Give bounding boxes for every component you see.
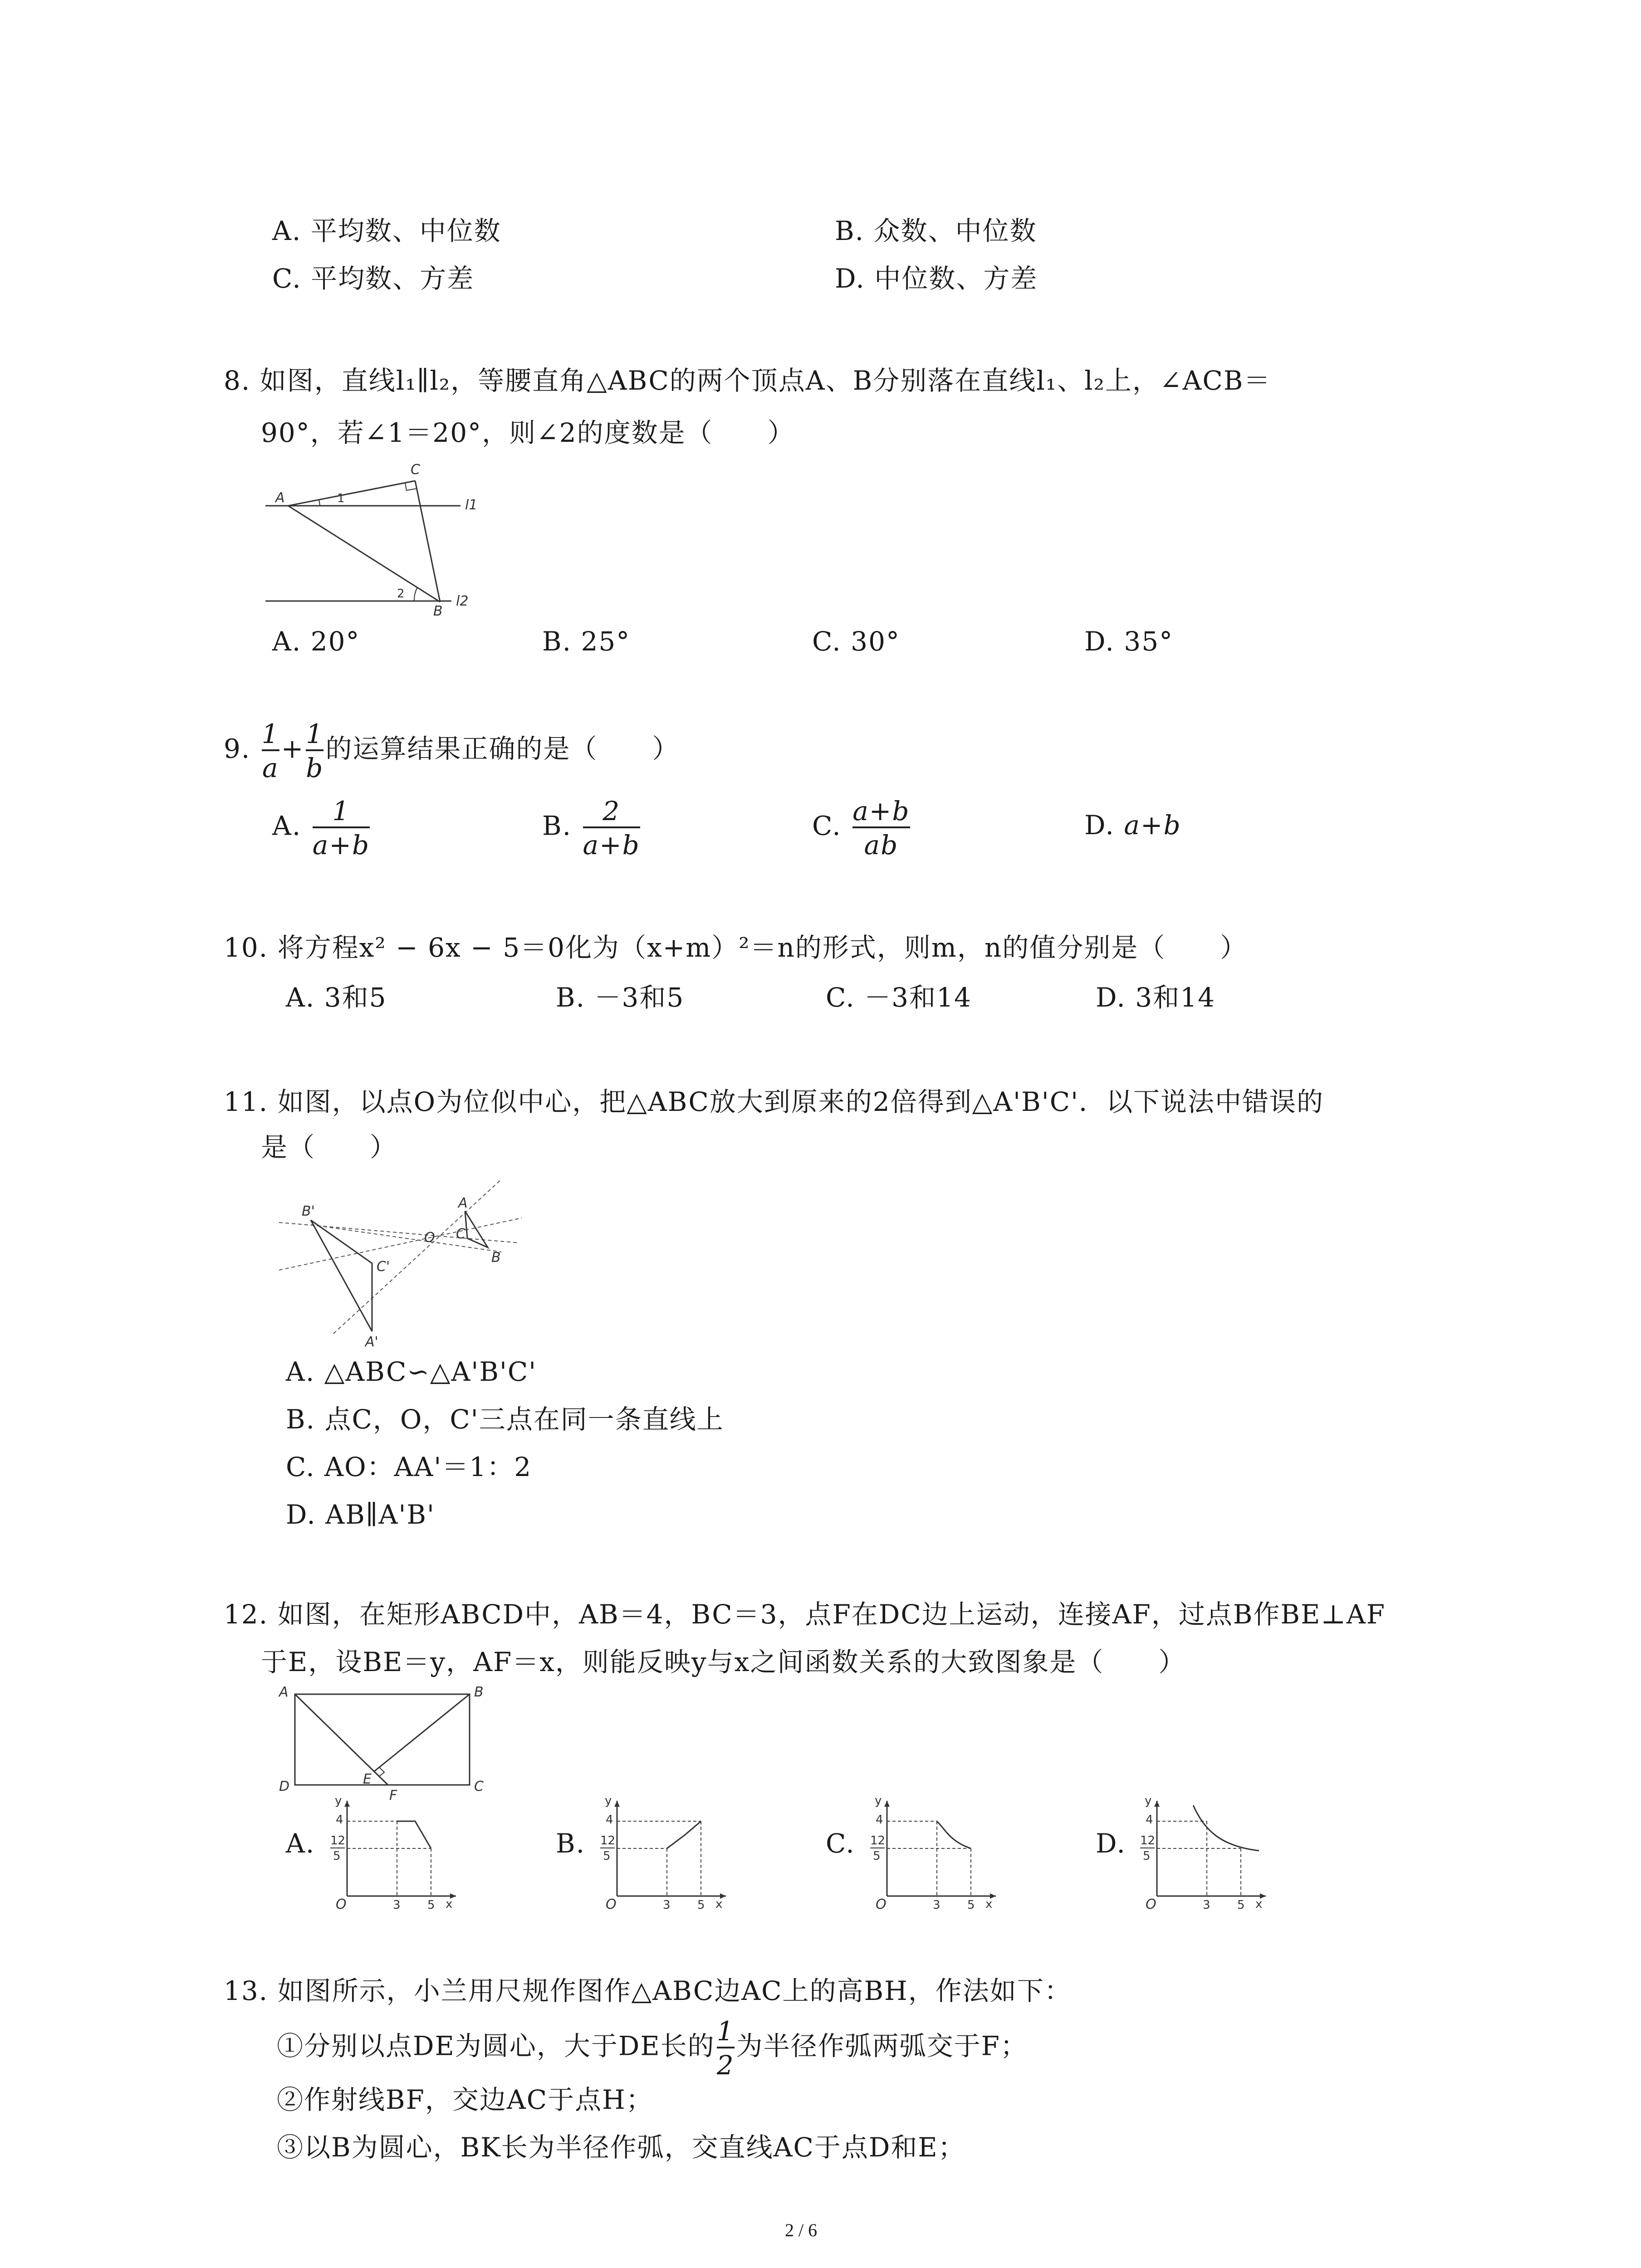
- svg-text:4: 4: [606, 1813, 613, 1827]
- q12-graph-b: [597, 1792, 733, 1910]
- label-angle1: 1: [337, 492, 345, 505]
- svg-text:5: 5: [873, 1849, 881, 1863]
- q10-option-c: C. －3和14: [826, 982, 972, 1013]
- segment-af: [295, 1694, 388, 1785]
- q10-option-a: A. 3和5: [286, 982, 387, 1013]
- label-angle2: 2: [397, 587, 405, 601]
- segment-be: [374, 1694, 470, 1771]
- label-a: A: [275, 490, 285, 506]
- right-angle-mark: [379, 1767, 384, 1776]
- q9-option-d: D. a+b: [1084, 810, 1181, 841]
- q8-option-b: B. 25°: [542, 626, 631, 657]
- q7-option-c: C. 平均数、方差: [272, 263, 475, 294]
- label-l2: l2: [456, 593, 469, 609]
- q11-stem-line2: 是（ ）: [261, 1132, 397, 1163]
- label-a: A: [458, 1195, 468, 1211]
- label-e: E: [363, 1771, 372, 1787]
- q12-stem-line1: 12. 如图，在矩形ABCD中，AB＝4，BC＝3，点F在DC边上运动，连接AF，过点B作BE⊥AF: [224, 1599, 1386, 1630]
- q11-option-a: A. △ABC∽△A'B'C': [286, 1356, 537, 1387]
- svg-text:12: 12: [600, 1834, 616, 1848]
- label-f: F: [389, 1788, 397, 1801]
- svg-text:4: 4: [336, 1813, 343, 1827]
- q11-option-b: B. 点C，O，C'三点在同一条直线上: [286, 1404, 724, 1435]
- q10-option-b: B. －3和5: [556, 982, 685, 1013]
- side-ac: [288, 481, 415, 506]
- label-b: B: [433, 603, 443, 619]
- svg-text:12: 12: [1140, 1834, 1156, 1848]
- q8-stem-line2: 90°，若∠1＝20°，则∠2的度数是（ ）: [261, 417, 795, 448]
- q13-frac-half: $\frac{1}{2}$: [716, 2016, 735, 2081]
- q7-option-d: D. 中位数、方差: [835, 263, 1038, 294]
- q8-figure: [261, 456, 497, 619]
- q12-graph-d: [1136, 1792, 1273, 1910]
- svg-text:y: y: [605, 1794, 612, 1808]
- label-c: C: [474, 1779, 484, 1794]
- q12-option-a-label: A.: [286, 1828, 315, 1859]
- q12-stem-line2: 于E，设BE＝y，AF＝x，则能反映y与x之间函数关系的大致图象是（ ）: [261, 1647, 1186, 1677]
- q10-stem: 10. 将方程x² − 6x − 5＝0化为（x+m）²＝n的形式，则m，n的值分别是（ ）: [224, 932, 1248, 963]
- svg-text:3: 3: [933, 1898, 941, 1910]
- q13-stem: 13. 如图所示，小兰用尺规作图作△ABC边AC上的高BH，作法如下：: [224, 1975, 1072, 2006]
- label-c: C: [411, 462, 420, 478]
- q9-plus: +: [281, 733, 304, 764]
- label-c: C: [456, 1226, 465, 1242]
- q8-option-a: A. 20°: [272, 626, 360, 657]
- q12-option-c-label: C.: [826, 1828, 855, 1859]
- svg-text:5: 5: [1143, 1849, 1151, 1863]
- q9-frac2: $\frac{1}{b}$: [306, 719, 324, 783]
- svg-text:x: x: [446, 1897, 453, 1910]
- q11-option-c: C. AO：AA'＝1：2: [286, 1452, 532, 1482]
- svg-text:4: 4: [1146, 1813, 1153, 1827]
- q9-option-c: C. $\frac{a+b}{ab}$: [812, 796, 910, 860]
- q12-option-b-label: B.: [556, 1828, 586, 1859]
- q11-stem-line1: 11. 如图，以点O为位似中心，把△ABC放大到原来的2倍得到△A'B'C'．以下说法中错误的: [224, 1086, 1324, 1117]
- label-a2: A': [365, 1334, 378, 1347]
- q9-option-b: B. $\frac{2}{a+b}$: [542, 796, 640, 860]
- label-a: A: [279, 1684, 289, 1700]
- svg-text:O: O: [606, 1897, 617, 1910]
- triangle-a2b2c2: [311, 1220, 372, 1331]
- svg-text:5: 5: [427, 1898, 435, 1910]
- svg-text:5: 5: [967, 1898, 975, 1910]
- svg-text:y: y: [335, 1794, 342, 1808]
- q8-stem-line1: 8. 如图，直线l₁∥l₂，等腰直角△ABC的两个顶点A、B分别落在直线l₁、l₂上，∠ACB＝: [224, 365, 1271, 396]
- svg-text:3: 3: [393, 1898, 401, 1910]
- svg-text:12: 12: [870, 1834, 886, 1848]
- svg-text:4: 4: [876, 1813, 883, 1827]
- rect-abcd: [295, 1694, 470, 1785]
- label-b: B: [491, 1250, 501, 1266]
- label-l1: l1: [465, 497, 478, 513]
- angle-1-arc: [319, 500, 320, 506]
- q11-figure: [274, 1166, 529, 1347]
- label-b: B: [474, 1684, 484, 1700]
- svg-text:3: 3: [1203, 1898, 1210, 1910]
- q7-option-a: A. 平均数、中位数: [272, 215, 501, 246]
- svg-text:5: 5: [603, 1849, 611, 1863]
- q10-option-d: D. 3和14: [1096, 982, 1216, 1013]
- q11-option-d: D. AB∥A'B': [286, 1499, 436, 1530]
- svg-text:x: x: [715, 1897, 723, 1910]
- q9-stem-tail: 的运算结果正确的是（ ）: [325, 733, 680, 764]
- q12-graph-c: [867, 1792, 1003, 1910]
- svg-text:5: 5: [333, 1849, 341, 1863]
- label-d: D: [279, 1779, 290, 1794]
- q7-option-b: B. 众数、中位数: [835, 215, 1037, 246]
- label-o: O: [424, 1230, 435, 1246]
- q12-graph-a: [327, 1792, 463, 1910]
- label-c2: C': [377, 1259, 390, 1275]
- angle-2-arc: [414, 587, 417, 601]
- q12-option-d-label: D.: [1096, 1828, 1126, 1859]
- svg-text:y: y: [1145, 1794, 1152, 1808]
- q13-step3: ③以B为圆心，BK长为半径作弧，交直线AC于点D和E；: [277, 2132, 965, 2163]
- svg-text:O: O: [876, 1897, 887, 1910]
- q8-option-d: D. 35°: [1084, 626, 1174, 657]
- label-b2: B': [302, 1203, 315, 1219]
- svg-text:x: x: [985, 1897, 993, 1910]
- q9-stem: [224, 719, 680, 783]
- q9-number: 9.: [224, 733, 251, 764]
- page-number: 2 / 6: [785, 2220, 818, 2240]
- svg-text:12: 12: [330, 1834, 346, 1848]
- q8-option-c: C. 30°: [812, 626, 900, 657]
- svg-text:3: 3: [663, 1898, 671, 1910]
- q13-step1: ①分别以点DE为圆心，大于DE长的 $\frac{1}{2}$ 为半径作弧两弧交于F；: [277, 2016, 1028, 2081]
- q9-frac1: $\frac{1}{a}$: [261, 719, 279, 783]
- svg-text:O: O: [1146, 1897, 1156, 1910]
- q13-step2: ②作射线BF，交边AC于点H；: [277, 2084, 653, 2115]
- svg-text:O: O: [336, 1897, 347, 1910]
- svg-text:5: 5: [697, 1898, 705, 1910]
- svg-text:x: x: [1255, 1897, 1263, 1910]
- q12-rectangle-figure: [272, 1683, 485, 1801]
- side-cb: [415, 481, 440, 602]
- svg-text:5: 5: [1237, 1898, 1245, 1910]
- svg-text:y: y: [875, 1794, 882, 1808]
- q9-option-a: A. $\frac{1}{a+b}$: [272, 796, 370, 860]
